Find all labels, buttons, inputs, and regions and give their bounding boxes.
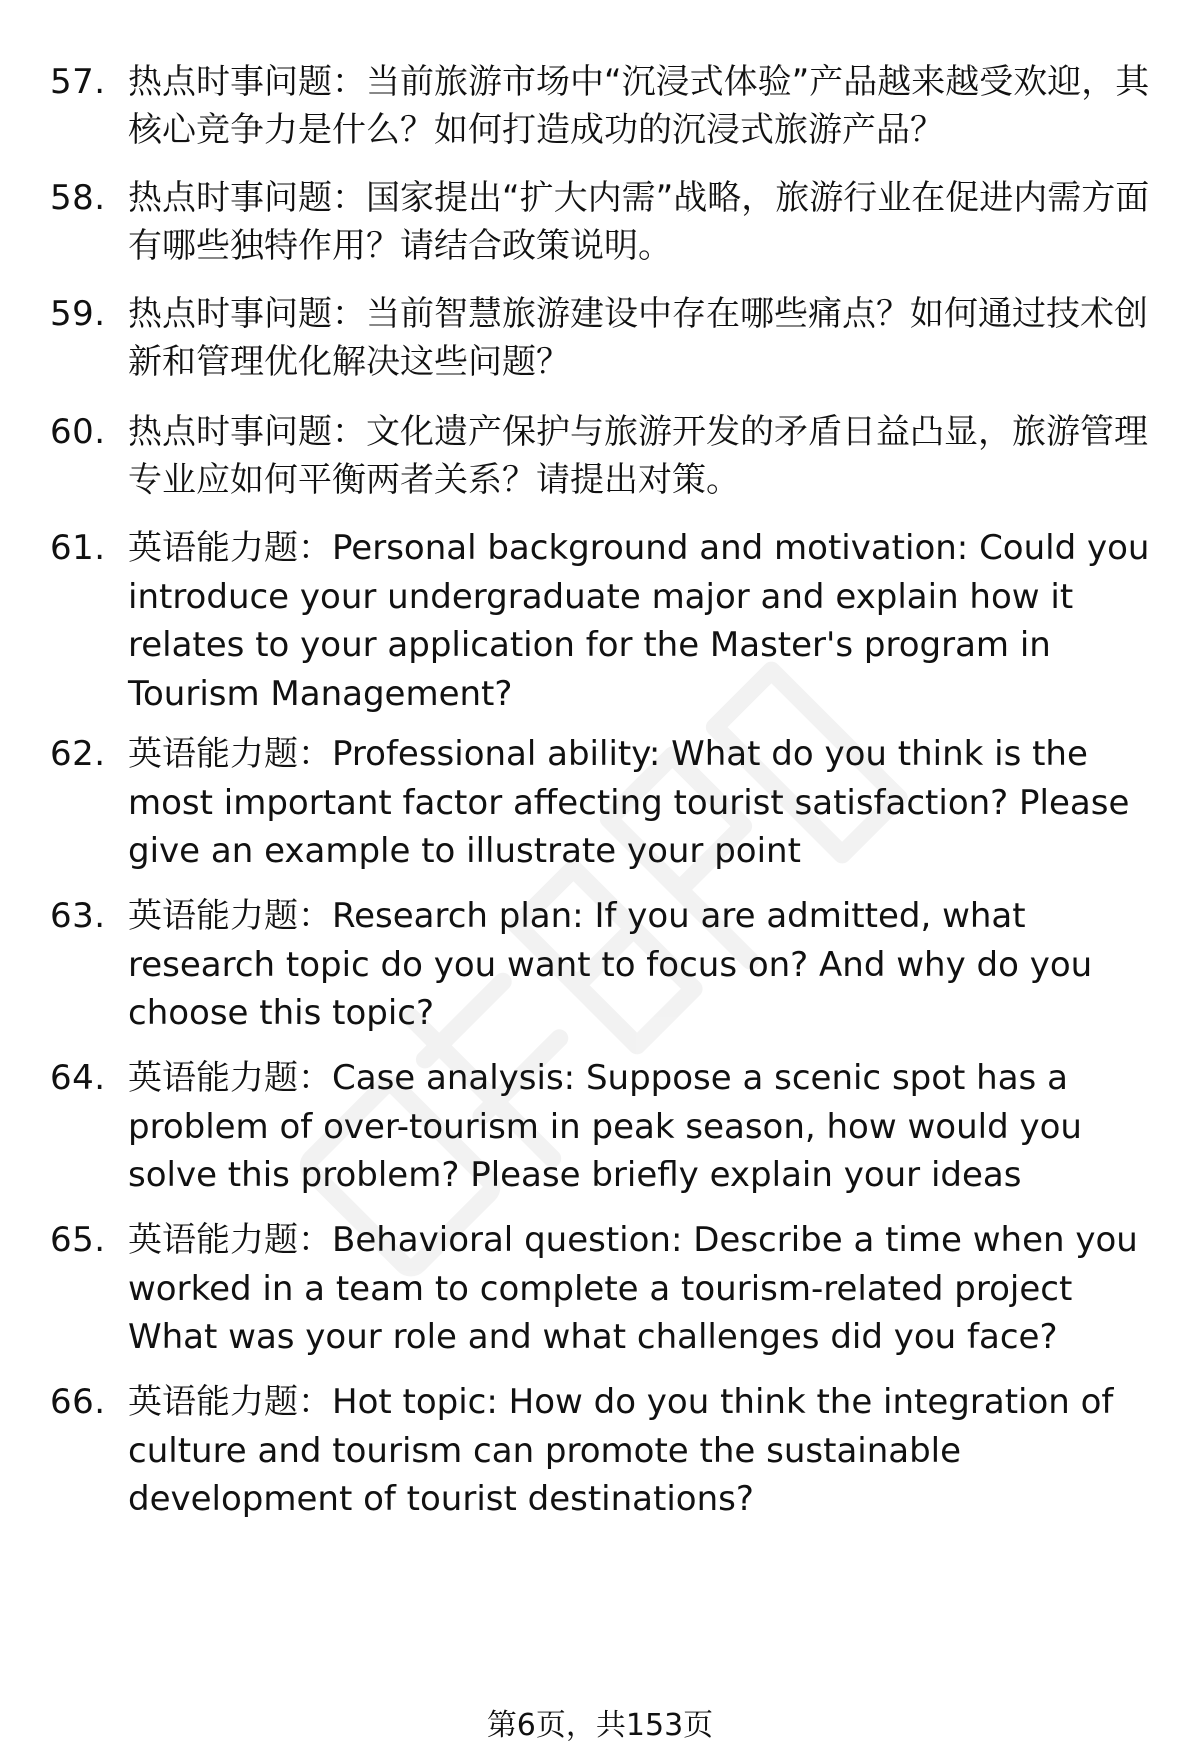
question-body — [128, 174, 1150, 270]
question-body — [128, 1054, 1150, 1200]
question-text: Personal background and motivation: Could you introduce your undergraduate major and explain how it relates to your application for the Master's program in Tourism Management? — [128, 528, 1150, 714]
question-text: 国家提出“扩大内需”战略，旅游行业在促进内需方面有哪些独特作用？请结合政策说明。 — [128, 178, 1150, 266]
question-number: 63. — [50, 896, 106, 936]
question-number: 66. — [50, 1382, 106, 1422]
question-category: 英语能力题： — [128, 734, 332, 774]
question-category: 英语能力题： — [128, 1220, 332, 1260]
question-number: 65. — [50, 1220, 106, 1260]
question-text: Hot topic: How do you think the integration of culture and tourism can promote the sustainable development of tourist destinations? — [128, 1382, 1114, 1519]
question-body — [128, 58, 1150, 154]
question-category: 英语能力题： — [128, 1058, 332, 1098]
question-text: 当前旅游市场中“沉浸式体验”产品越来越受欢迎，其核心竞争力是什么？如何打造成功的沉浸式旅游产品？ — [128, 62, 1150, 150]
question-category: 热点时事问题： — [128, 412, 366, 452]
question-number: 60. — [50, 412, 106, 452]
question-category: 英语能力题： — [128, 528, 332, 568]
question-number: 62. — [50, 734, 106, 774]
question-category: 热点时事问题： — [128, 62, 366, 102]
question-category: 英语能力题： — [128, 1382, 332, 1422]
question-category: 热点时事问题： — [128, 178, 366, 218]
question-text: 当前智慧旅游建设中存在哪些痛点？如何通过技术创新和管理优化解决这些问题？ — [128, 294, 1148, 382]
question-number: 57. — [50, 62, 106, 102]
question-text: Research plan: If you are admitted, what research topic do you want to focus on? And why do you choose this topic? — [128, 896, 1093, 1033]
question-category: 英语能力题： — [128, 896, 332, 936]
question-body — [128, 730, 1150, 876]
question-text: Professional ability: What do you think is the most important factor affecting tourist satisfaction? Please give an example to illustrate your point — [128, 734, 1130, 871]
question-number: 61. — [50, 528, 106, 568]
question-text: 文化遗产保护与旅游开发的矛盾日益凸显，旅游管理专业应如何平衡两者关系？请提出对策。 — [128, 412, 1148, 500]
question-body — [128, 1216, 1150, 1362]
question-number: 58. — [50, 178, 106, 218]
question-body — [128, 524, 1150, 718]
question-body — [128, 290, 1150, 386]
question-text: Behavioral question: Describe a time when you worked in a team to complete a tourism-related project What was your role and what challenges did you face? — [128, 1220, 1138, 1357]
question-category: 热点时事问题： — [128, 294, 366, 334]
page-footer: 第6页，共153页 — [486, 1708, 714, 1743]
question-number: 59. — [50, 294, 106, 334]
question-body — [128, 408, 1150, 504]
question-text: Case analysis: Suppose a scenic spot has a problem of over-tourism in peak season, how would you solve this problem? Please briefly explain your ideas — [128, 1058, 1082, 1195]
question-number: 64. — [50, 1058, 106, 1098]
question-body — [128, 1378, 1150, 1524]
question-body — [128, 892, 1150, 1038]
